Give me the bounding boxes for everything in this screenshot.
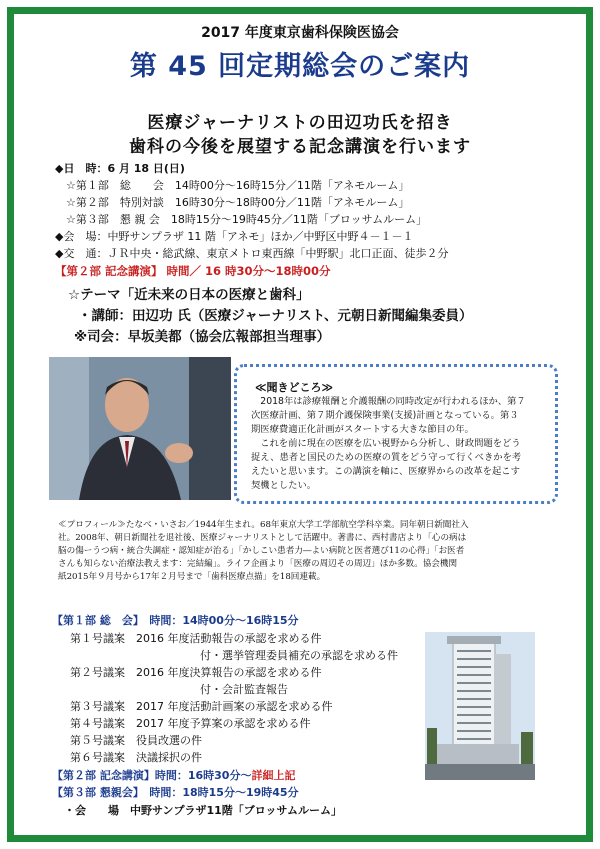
agenda-item-4: 第４号議案 2017 年度予算案の承認を求める件 <box>70 717 311 730</box>
event-date: ◆日 時：6 月 18 日(日) <box>55 162 185 175</box>
profile-line: 社。2008年、朝日新聞社を退社後、医療ジャーナリストとして活躍中。著書に、西村書店より「心の病は <box>58 533 467 543</box>
part2-detail: 詳細上記 <box>251 769 296 782</box>
agenda-item-2-sub: 付・会計監査報告 <box>200 683 288 696</box>
agenda-item-3: 第３号議案 2017 年度活動計画案の承認を求める件 <box>70 700 333 713</box>
profile-line: ≪プロフィール≫たなべ・いさお／1944年生まれ。68年東京大学工学部航空学科卒業。同年朝日新聞社入 <box>58 520 469 530</box>
profile-line: さんも知らない治療法教えます：完結編」。ライフ企画より「医療の周辺その周辺」ほか多数。協会機関 <box>58 559 458 569</box>
lecture-moderator: ※司会：早坂美都（協会広報部担当理事） <box>74 329 331 345</box>
speaker-profile <box>58 519 546 584</box>
agenda-item-1-sub: 付・選挙管理委員補充の承認を求める件 <box>200 649 398 662</box>
lecture-speaker: ・講師：田辺功 氏（医療ジャーナリスト、元朝日新聞編集委員） <box>78 308 473 324</box>
highlight-line: 次医療計画、第７期介護保険事業(支援)計画となっている。第３ <box>251 410 519 421</box>
subtitle-line-2: 歯科の今後を展望する記念講演を行います <box>129 137 471 157</box>
schedule-part-3: ☆第３部 懇 親 会 18時15分～19時45分／11階「ブロッサムルーム」 <box>66 213 428 226</box>
part1-heading: 【第１部 総 会】 時間：14時00分～16時15分 <box>52 614 299 627</box>
highlight-box <box>234 364 558 504</box>
highlight-line: 捉え、患者と国民のための医療の質をどう守って行くべきかを考 <box>251 452 522 463</box>
lecture-theme: ☆テーマ「近未来の日本の医療と歯科」 <box>68 287 310 303</box>
venue: ◆会 場：中野サンプラザ 11 階「アネモ」ほか／中野区中野４－１－１ <box>55 230 414 243</box>
agenda-item-6: 第６号議案 決議採択の件 <box>70 751 202 764</box>
part2-label: 【第２部 記念講演】時間：16時30分～ <box>52 769 252 782</box>
highlight-body <box>251 395 543 493</box>
lecture-heading: 【第２部 記念講演】 時間／ 16 時30分～18時00分 <box>55 264 331 278</box>
subtitle-line-1: 医療ジャーナリストの田辺功氏を招き <box>147 113 453 133</box>
agenda-item-5: 第５号議案 役員改選の件 <box>70 734 202 747</box>
highlight-line: 期医療費適正化計画がスタートする大きな節目の年。 <box>251 424 474 435</box>
schedule-part-1: ☆第１部 総 会 14時00分～16時15分／11階「アネモルーム」 <box>66 179 410 192</box>
highlight-line: えたいと思います。この講演を軸に、医療界からの改革を起こす <box>251 466 520 477</box>
access: ◆交 通：ＪＲ中央・総武線、東京メトロ東西線「中野駅」北口正面、徒歩２分 <box>55 247 449 260</box>
highlight-line: 2018年は診療報酬と介護報酬の同時改定が行われるほか、第７ <box>251 396 526 407</box>
page-title: 第 45 回定期総会のご案内 <box>129 51 471 82</box>
building-photo <box>425 632 535 780</box>
part3-heading: 【第３部 懇親会】 時間：18時15分～19時45分 <box>52 786 299 799</box>
agenda-item-1: 第１号議案 2016 年度活動報告の承認を求める件 <box>70 632 322 645</box>
part2-line <box>52 767 295 783</box>
organizer: 2017 年度東京歯科保険医協会 <box>201 25 399 41</box>
schedule-part-2: ☆第２部 特別対談 16時30分～18時00分／11階「アネモルーム」 <box>66 196 410 209</box>
profile-line: 紙2015年９月号から17年２月号まで「歯科医療点描」を18回連載。 <box>58 572 326 582</box>
profile-line: 脳の傷ーうつ病・統合失調症・認知症が治る」「かしこい患者力―よい病院と医者選び11の心得」「お医者 <box>58 546 465 556</box>
highlight-line: これを前に現在の医療を広い視野から分析し、財政問題をどう <box>251 438 521 449</box>
speaker-photo <box>49 357 231 500</box>
agenda-item-2: 第２号議案 2016 年度決算報告の承認を求める件 <box>70 666 322 679</box>
highlight-title: ≪聞きどころ≫ <box>255 381 334 394</box>
part3-venue: ・会 場 中野サンプラザ11階「ブロッサムルーム」 <box>64 804 342 817</box>
highlight-line: 契機としたい。 <box>251 480 317 491</box>
